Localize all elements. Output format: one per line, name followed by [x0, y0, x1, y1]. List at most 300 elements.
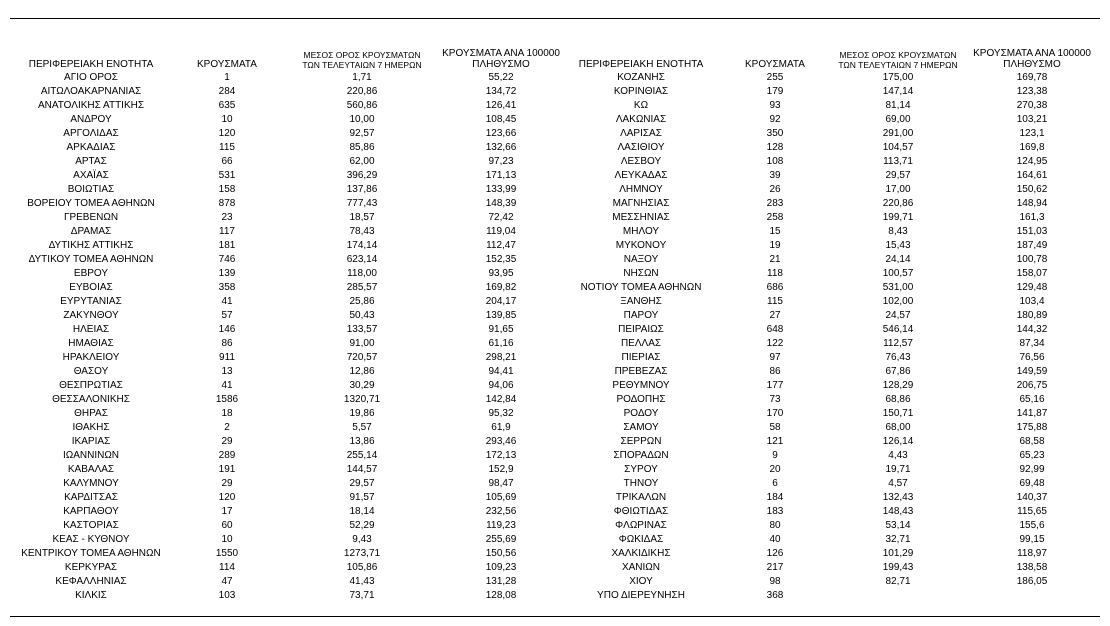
cell-region-left: ΚΕΝΤΡΙΚΟΥ ΤΟΜΕΑ ΑΘΗΝΩΝ: [21, 548, 161, 559]
cell-per100k-left: 93,95: [488, 268, 514, 279]
cell-region-right: ΦΛΩΡΙΝΑΣ: [615, 520, 667, 531]
cell-cases-right: 80: [769, 520, 781, 531]
cell-avg7-left: 137,86: [346, 184, 378, 195]
cell-region-left: ΔΥΤΙΚΟΥ ΤΟΜΕΑ ΑΘΗΝΩΝ: [28, 254, 154, 265]
cell-cases-right: 21: [769, 254, 781, 265]
cell-region-right: ΦΘΙΩΤΙΔΑΣ: [613, 506, 669, 517]
cell-per100k-right: 65,16: [1019, 394, 1045, 405]
cell-avg7-right: 531,00: [882, 282, 914, 293]
cell-per100k-left: 128,08: [485, 590, 517, 601]
cell-avg7-right: 32,71: [885, 534, 911, 545]
cell-region-right: ΦΩΚΙΔΑΣ: [618, 534, 664, 545]
cell-avg7-left: 118,00: [347, 268, 377, 279]
cell-avg7-right: 81,14: [885, 100, 911, 111]
cell-per100k-right: 99,15: [1019, 534, 1045, 545]
table-row: [10, 477, 1100, 491]
table-row: [10, 491, 1100, 505]
cell-per100k-right: 169,8: [1019, 142, 1045, 153]
cell-cases-right: 6: [772, 478, 778, 489]
cell-avg7-left: 396,29: [346, 170, 378, 181]
table-row: [10, 435, 1100, 449]
table-row: [10, 589, 1100, 603]
cell-region-left: ΔΥΤΙΚΗΣ ΑΤΤΙΚΗΣ: [48, 240, 134, 251]
cell-region-right: ΧΙΟΥ: [629, 576, 653, 587]
cell-avg7-right: 291,00: [882, 128, 914, 139]
cell-per100k-right: 144,32: [1016, 324, 1048, 335]
cell-per100k-left: 150,56: [485, 548, 517, 559]
cell-region-left: ΑΓΙΟ ΟΡΟΣ: [64, 72, 118, 83]
cell-avg7-left: 78,43: [349, 226, 375, 237]
cell-per100k-left: 255,69: [485, 534, 517, 545]
cell-cases-right: 73: [769, 394, 781, 405]
cell-per100k-right: 158,07: [1016, 268, 1048, 279]
cell-region-left: ΕΥΡΥΤΑΝΙΑΣ: [60, 296, 122, 307]
cell-cases-left: 746: [218, 254, 236, 265]
cell-per100k-left: 112,47: [486, 240, 516, 251]
cell-avg7-right: 67,86: [885, 366, 911, 377]
cell-per100k-left: 171,13: [485, 170, 517, 181]
cell-cases-left: 1: [224, 72, 230, 83]
cell-per100k-right: 103,4: [1019, 296, 1045, 307]
cell-per100k-left: 61,9: [491, 422, 511, 433]
cell-cases-left: 531: [218, 170, 236, 181]
cell-cases-right: 20: [769, 464, 781, 475]
cell-per100k-right: 141,87: [1016, 408, 1048, 419]
cell-avg7-right: 24,57: [885, 310, 911, 321]
table-row: [10, 71, 1100, 85]
cell-cases-right: 39: [769, 170, 781, 181]
cell-cases-right: 128: [766, 142, 784, 153]
cell-cases-left: 146: [218, 324, 236, 335]
cell-per100k-left: 94,41: [488, 366, 514, 377]
table-row: [10, 379, 1100, 393]
cell-cases-left: 41: [221, 380, 233, 391]
cell-cases-left: 57: [221, 310, 233, 321]
cell-region-left: ΚΑΛΥΜΝΟΥ: [63, 478, 119, 489]
cell-per100k-left: 232,56: [485, 506, 517, 517]
cell-avg7-left: 10,00: [349, 114, 375, 125]
cell-region-left: ΗΡΑΚΛΕΙΟΥ: [62, 352, 120, 363]
table-row: [10, 407, 1100, 421]
cell-region-left: ΘΕΣΣΑΛΟΝΙΚΗΣ: [52, 394, 130, 405]
cell-avg7-right: 15,43: [885, 240, 911, 251]
cell-avg7-left: 1320,71: [343, 394, 381, 405]
cell-region-right: ΠΕΙΡΑΙΩΣ: [618, 324, 664, 335]
cell-per100k-left: 119,23: [486, 520, 516, 531]
table-row: [10, 393, 1100, 407]
cell-avg7-right: 4,57: [888, 478, 908, 489]
cell-region-left: ΑΙΤΩΛΟΑΚΑΡΝΑΝΙΑΣ: [40, 86, 142, 97]
cell-region-left: ΚΕΦΑΛΛΗΝΙΑΣ: [55, 576, 127, 587]
cell-avg7-right: 113,71: [883, 156, 913, 167]
cell-avg7-left: 18,14: [349, 506, 375, 517]
header-per100k-right: ΚΡΟΥΣΜΑΤΑ ΑΝΑ 100000 ΠΛΗΘΥΣΜΟ: [973, 48, 1091, 70]
cell-cases-right: 98: [769, 576, 781, 587]
cell-per100k-right: 186,05: [1016, 576, 1048, 587]
cell-per100k-left: 97,23: [488, 156, 514, 167]
cell-cases-left: 86: [221, 338, 233, 349]
cell-per100k-left: 98,47: [488, 478, 514, 489]
cell-avg7-right: 128,29: [882, 380, 914, 391]
cell-cases-left: 18: [221, 408, 233, 419]
cell-cases-right: 648: [766, 324, 784, 335]
header-region-left: ΠΕΡΙΦΕΡΕΙΑΚΗ ΕΝΟΤΗΤΑ: [28, 59, 154, 70]
cell-avg7-left: 91,00: [349, 338, 375, 349]
cell-region-right: ΚΩ: [633, 100, 649, 111]
cell-avg7-left: 144,57: [346, 464, 378, 475]
cell-avg7-right: 112,57: [883, 338, 913, 349]
cell-cases-right: 217: [766, 562, 784, 573]
cell-cases-right: 126: [766, 548, 784, 559]
cell-region-left: ΒΟΙΩΤΙΑΣ: [67, 184, 115, 195]
cell-avg7-right: 68,00: [885, 422, 911, 433]
cell-avg7-left: 18,57: [349, 212, 375, 223]
cell-cases-right: 26: [769, 184, 781, 195]
cell-region-left: ΘΑΣΟΥ: [73, 366, 109, 377]
cell-cases-right: 183: [766, 506, 784, 517]
cell-per100k-left: 123,66: [485, 128, 517, 139]
cell-per100k-left: 119,04: [486, 226, 516, 237]
cell-cases-right: 258: [766, 212, 784, 223]
cell-per100k-left: 134,72: [485, 86, 517, 97]
cell-avg7-right: 4,43: [888, 450, 908, 461]
cell-avg7-left: 62,00: [349, 156, 375, 167]
cell-avg7-left: 85,86: [349, 142, 375, 153]
cell-per100k-right: 161,3: [1019, 212, 1045, 223]
cell-region-left: ΓΡΕΒΕΝΩΝ: [63, 212, 119, 223]
cell-avg7-right: 126,14: [882, 436, 914, 447]
cell-avg7-left: 19,86: [349, 408, 375, 419]
cell-region-left: ΑΡΤΑΣ: [75, 156, 107, 167]
cell-per100k-left: 55,22: [488, 72, 514, 83]
cell-avg7-left: 1,71: [352, 72, 372, 83]
cell-cases-right: 179: [766, 86, 784, 97]
table-row: [10, 547, 1100, 561]
cell-cases-right: 177: [766, 380, 784, 391]
cell-region-left: ΚΑΣΤΟΡΙΑΣ: [63, 520, 119, 531]
cell-region-right: ΛΑΣΙΘΙΟΥ: [617, 142, 665, 153]
cell-per100k-right: 140,37: [1016, 492, 1048, 503]
cell-avg7-right: 147,14: [882, 86, 914, 97]
cell-avg7-right: 100,57: [882, 268, 914, 279]
cell-avg7-left: 41,43: [349, 576, 375, 587]
cell-region-right: ΧΑΝΙΩΝ: [621, 562, 661, 573]
cell-cases-left: 120: [218, 128, 236, 139]
table-row: [10, 365, 1100, 379]
cell-cases-left: 139: [218, 268, 236, 279]
cell-region-right: ΛΑΚΩΝΙΑΣ: [615, 114, 667, 125]
cell-per100k-left: 105,69: [485, 492, 517, 503]
cell-per100k-left: 132,66: [485, 142, 517, 153]
cell-cases-left: 2: [224, 422, 230, 433]
cell-per100k-right: 138,58: [1016, 562, 1048, 573]
header-region-right: ΠΕΡΙΦΕΡΕΙΑΚΗ ΕΝΟΤΗΤΑ: [578, 59, 704, 70]
cell-cases-right: 255: [766, 72, 784, 83]
cell-avg7-right: 19,71: [885, 464, 911, 475]
cell-cases-left: 10: [221, 534, 233, 545]
cell-avg7-left: 50,43: [349, 310, 375, 321]
cell-region-left: ΙΩΑΝΝΙΝΩΝ: [62, 450, 120, 461]
cell-region-left: ΑΡΚΑΔΙΑΣ: [66, 142, 116, 153]
cell-region-left: ΚΙΛΚΙΣ: [75, 590, 107, 601]
table-row: [10, 295, 1100, 309]
cell-region-right: ΝΟΤΙΟΥ ΤΟΜΕΑ ΑΘΗΝΩΝ: [580, 282, 702, 293]
cell-avg7-right: 175,00: [882, 72, 914, 83]
cell-cases-right: 97: [769, 352, 781, 363]
cell-cases-left: 158: [218, 184, 236, 195]
cell-cases-left: 284: [218, 86, 236, 97]
cell-region-right: ΣΠΟΡΑΔΩΝ: [613, 450, 669, 461]
cell-avg7-left: 9,43: [352, 534, 372, 545]
cell-per100k-right: 175,88: [1016, 422, 1048, 433]
table-row: [10, 323, 1100, 337]
table-row: [10, 281, 1100, 295]
cell-cases-right: 92: [769, 114, 781, 125]
cell-cases-right: 122: [766, 338, 784, 349]
cell-region-right: ΛΕΣΒΟΥ: [620, 156, 662, 167]
cell-per100k-left: 91,65: [488, 324, 514, 335]
cell-cases-left: 41: [221, 296, 233, 307]
cell-per100k-left: 108,45: [485, 114, 517, 125]
top-rule: [10, 18, 1100, 19]
cell-cases-left: 29: [221, 436, 233, 447]
cell-region-right: ΛΗΜΝΟΥ: [619, 184, 663, 195]
cell-avg7-right: 82,71: [885, 576, 911, 587]
table-row: [10, 463, 1100, 477]
table-row: [10, 253, 1100, 267]
cell-cases-right: 108: [766, 156, 784, 167]
table-row: [10, 85, 1100, 99]
cell-avg7-left: 25,86: [349, 296, 375, 307]
cell-avg7-left: 52,29: [349, 520, 375, 531]
cell-per100k-left: 131,28: [485, 576, 517, 587]
cell-region-right: ΛΕΥΚΑΔΑΣ: [614, 170, 668, 181]
cell-region-right: ΝΑΞΟΥ: [623, 254, 659, 265]
cell-region-left: ΒΟΡΕΙΟΥ ΤΟΜΕΑ ΑΘΗΝΩΝ: [27, 198, 155, 209]
cell-cases-right: 93: [769, 100, 781, 111]
bottom-rule: [10, 616, 1100, 617]
cell-per100k-right: 206,75: [1016, 380, 1048, 391]
cell-avg7-right: 69,00: [885, 114, 911, 125]
cell-per100k-left: 204,17: [485, 296, 517, 307]
cell-per100k-right: 149,59: [1016, 366, 1048, 377]
cell-cases-left: 289: [218, 450, 236, 461]
table-header: [10, 40, 1100, 70]
cell-avg7-right: 102,00: [882, 296, 914, 307]
cell-cases-left: 10: [221, 114, 233, 125]
table-row: [10, 449, 1100, 463]
cell-avg7-right: 24,14: [885, 254, 911, 265]
cell-cases-right: 283: [766, 198, 784, 209]
cell-per100k-left: 95,32: [488, 408, 514, 419]
cell-avg7-left: 623,14: [346, 254, 378, 265]
cell-region-right: ΣΥΡΟΥ: [624, 464, 658, 475]
cell-per100k-left: 169,82: [485, 282, 517, 293]
cell-per100k-right: 270,38: [1016, 100, 1048, 111]
cell-avg7-left: 30,29: [349, 380, 375, 391]
cell-avg7-right: 17,00: [885, 184, 911, 195]
cell-region-right: ΥΠΟ ΔΙΕΡΕΥΝΗΣΗ: [597, 590, 685, 601]
table-row: [10, 309, 1100, 323]
cell-per100k-right: 129,48: [1016, 282, 1048, 293]
cell-cases-right: 350: [766, 128, 784, 139]
table-row: [10, 351, 1100, 365]
cell-per100k-left: 94,06: [488, 380, 514, 391]
cell-avg7-left: 1273,71: [343, 548, 381, 559]
cell-avg7-right: 546,14: [882, 324, 914, 335]
cell-avg7-left: 91,57: [349, 492, 375, 503]
table-row: [10, 211, 1100, 225]
cell-cases-left: 23: [221, 212, 233, 223]
cell-region-left: ΘΕΣΠΡΩΤΙΑΣ: [59, 380, 123, 391]
cell-region-right: ΤΗΝΟΥ: [623, 478, 659, 489]
cell-cases-right: 86: [769, 366, 781, 377]
cell-region-right: ΣΑΜΟΥ: [623, 422, 659, 433]
cell-per100k-right: 123,1: [1019, 128, 1045, 139]
cell-cases-left: 1550: [215, 548, 239, 559]
cell-per100k-right: 151,03: [1016, 226, 1048, 237]
cell-avg7-right: 132,43: [882, 492, 914, 503]
cell-region-left: ΗΛΕΙΑΣ: [72, 324, 110, 335]
header-per100k-left: ΚΡΟΥΣΜΑΤΑ ΑΝΑ 100000 ΠΛΗΘΥΣΜΟ: [442, 48, 560, 70]
cell-per100k-right: 118,97: [1017, 548, 1047, 559]
cell-region-left: ΕΥΒΟΙΑΣ: [69, 282, 113, 293]
cell-region-left: ΘΗΡΑΣ: [74, 408, 108, 419]
cell-region-left: ΚΕΑΣ - ΚΥΘΝΟΥ: [52, 534, 130, 545]
cell-cases-left: 29: [221, 478, 233, 489]
cell-region-left: ΔΡΑΜΑΣ: [70, 226, 112, 237]
cell-region-right: ΞΑΝΘΗΣ: [620, 296, 662, 307]
cell-region-right: ΜΕΣΣΗΝΙΑΣ: [612, 212, 670, 223]
cell-per100k-right: 100,78: [1016, 254, 1048, 265]
cell-cases-left: 17: [221, 506, 233, 517]
cell-avg7-left: 560,86: [346, 100, 378, 111]
header-cases-right: ΚΡΟΥΣΜΑΤΑ: [745, 59, 805, 70]
cell-per100k-right: 92,99: [1019, 464, 1045, 475]
cell-avg7-right: 199,43: [882, 562, 914, 573]
cell-region-right: ΠΙΕΡΙΑΣ: [621, 352, 661, 363]
table-row: [10, 183, 1100, 197]
cell-region-right: ΝΗΣΩΝ: [623, 268, 659, 279]
table-row: [10, 225, 1100, 239]
cell-cases-right: 40: [769, 534, 781, 545]
cell-cases-left: 1586: [215, 394, 239, 405]
table-row: [10, 113, 1100, 127]
cell-cases-left: 911: [219, 352, 235, 363]
cell-per100k-left: 293,46: [485, 436, 517, 447]
cell-cases-right: 115: [767, 296, 783, 307]
table-row: [10, 127, 1100, 141]
cell-cases-left: 878: [218, 198, 236, 209]
cell-per100k-right: 148,94: [1016, 198, 1048, 209]
cell-cases-right: 15: [769, 226, 781, 237]
cell-per100k-left: 298,21: [485, 352, 517, 363]
cell-region-left: ΖΑΚΥΝΘΟΥ: [63, 310, 119, 321]
cell-avg7-right: 53,14: [885, 520, 911, 531]
cell-cases-left: 191: [218, 464, 236, 475]
cell-per100k-left: 126,41: [485, 100, 517, 111]
cell-per100k-right: 103,21: [1016, 114, 1048, 125]
table-row: [10, 519, 1100, 533]
cell-region-left: ΗΜΑΘΙΑΣ: [68, 338, 114, 349]
cell-region-left: ΚΑΡΠΑΘΟΥ: [63, 506, 119, 517]
cell-per100k-left: 72,42: [488, 212, 514, 223]
cell-avg7-right: 8,43: [888, 226, 908, 237]
cell-per100k-right: 115,65: [1017, 506, 1047, 517]
cell-cases-left: 60: [221, 520, 233, 531]
cell-region-right: ΠΑΡΟΥ: [623, 310, 659, 321]
cell-region-left: ΙΘΑΚΗΣ: [72, 422, 110, 433]
cell-cases-left: 114: [219, 562, 235, 573]
cell-avg7-left: 220,86: [346, 86, 378, 97]
cell-cases-left: 120: [218, 492, 236, 503]
cell-per100k-right: 87,34: [1019, 338, 1045, 349]
cell-per100k-left: 148,39: [485, 198, 517, 209]
cell-avg7-left: 12,86: [349, 366, 375, 377]
cell-region-right: ΛΑΡΙΣΑΣ: [620, 128, 662, 139]
cell-cases-right: 9: [772, 450, 778, 461]
cell-region-right: ΡΟΔΟΠΗΣ: [616, 394, 666, 405]
cell-per100k-right: 65,23: [1019, 450, 1045, 461]
cell-per100k-right: 164,61: [1016, 170, 1048, 181]
cell-region-right: ΜΗΛΟΥ: [622, 226, 660, 237]
table-row: [10, 99, 1100, 113]
cell-cases-right: 184: [766, 492, 784, 503]
cell-avg7-left: 29,57: [349, 478, 375, 489]
header-cases-left: ΚΡΟΥΣΜΑΤΑ: [197, 59, 257, 70]
cell-per100k-right: 69,48: [1019, 478, 1045, 489]
cell-region-right: ΣΕΡΡΩΝ: [620, 436, 662, 447]
cell-region-right: ΜΑΓΝΗΣΙΑΣ: [612, 198, 670, 209]
cell-cases-left: 115: [219, 142, 235, 153]
cell-per100k-left: 61,16: [488, 338, 514, 349]
cell-avg7-left: 5,57: [352, 422, 372, 433]
cell-region-right: ΡΕΘΥΜΝΟΥ: [612, 380, 670, 391]
cell-region-right: ΚΟΡΙΝΘΙΑΣ: [613, 86, 669, 97]
table-row: [10, 505, 1100, 519]
cell-cases-right: 27: [769, 310, 781, 321]
cell-region-left: ΑΡΓΟΛΙΔΑΣ: [63, 128, 119, 139]
table-row: [10, 421, 1100, 435]
cell-avg7-right: 101,29: [882, 548, 914, 559]
cell-avg7-left: 13,86: [349, 436, 375, 447]
header-avg-right: ΜΕΣΟΣ ΟΡΟΣ ΚΡΟΥΣΜΑΤΩΝ ΤΩΝ ΤΕΛΕΥΤΑΙΩΝ 7 ΗΜΕΡΩΝ: [838, 50, 958, 70]
cell-cases-right: 368: [766, 590, 784, 601]
cell-avg7-left: 255,14: [346, 450, 378, 461]
cell-cases-right: 58: [769, 422, 781, 433]
cell-avg7-right: 104,57: [882, 142, 914, 153]
cell-avg7-left: 174,14: [346, 240, 378, 251]
cell-region-left: ΑΧΑΪΑΣ: [73, 170, 109, 181]
cell-avg7-right: 148,43: [882, 506, 914, 517]
cell-cases-left: 103: [218, 590, 236, 601]
cell-avg7-left: 285,57: [346, 282, 378, 293]
cell-region-left: ΕΒΡΟΥ: [73, 268, 109, 279]
cell-region-left: ΚΑΒΑΛΑΣ: [67, 464, 115, 475]
cell-avg7-left: 73,71: [349, 590, 375, 601]
cell-avg7-right: 199,71: [882, 212, 914, 223]
cell-per100k-left: 152,9: [488, 464, 514, 475]
table-row: [10, 575, 1100, 589]
cell-region-left: ΑΝΔΡΟΥ: [70, 114, 112, 125]
cell-region-right: ΡΟΔΟΥ: [623, 408, 659, 419]
cell-per100k-right: 187,49: [1016, 240, 1048, 251]
cell-region-right: ΜΥΚΟΝΟΥ: [615, 240, 667, 251]
cell-avg7-right: 29,57: [885, 170, 911, 181]
cell-avg7-right: 150,71: [882, 408, 914, 419]
cell-avg7-left: 92,57: [349, 128, 375, 139]
cell-per100k-right: 123,38: [1016, 86, 1048, 97]
